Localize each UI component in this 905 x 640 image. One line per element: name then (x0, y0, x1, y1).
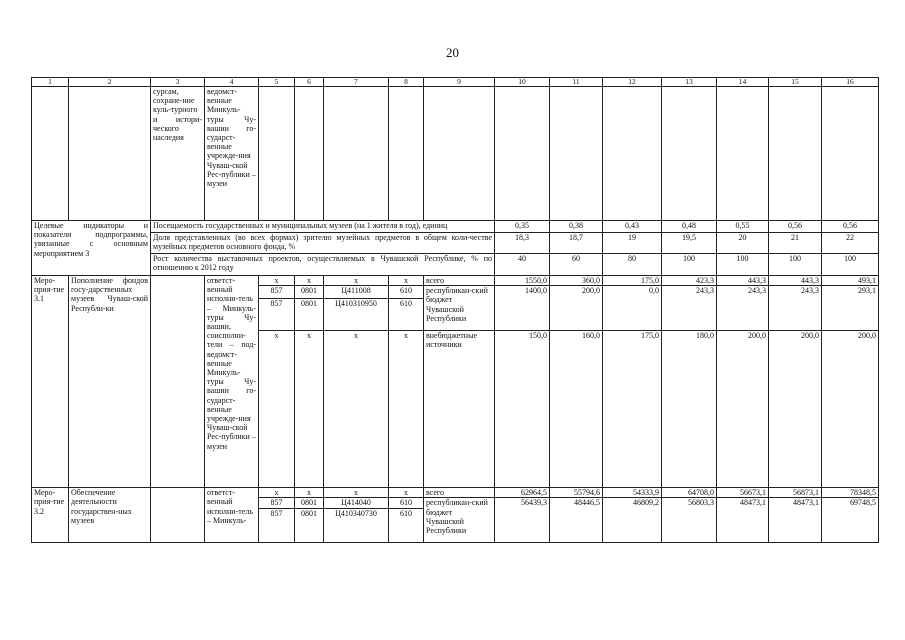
cell (550, 87, 603, 221)
event-title: Пополнение фондов госу-дарственных музеев Чуваш-ской Республи-ки (69, 276, 151, 488)
code-cell: х (389, 276, 424, 286)
indicator-value: 0,56 (822, 221, 879, 233)
code-cell: х (389, 331, 424, 488)
indicator-row (32, 233, 879, 254)
value-cell: 46809,2 (603, 498, 662, 542)
indicator-value: 80 (603, 254, 662, 276)
value-cell: 443,3 (769, 276, 822, 286)
value-cell: 0,0 (603, 286, 662, 331)
indicator-value: 0,48 (662, 221, 717, 233)
cell (259, 87, 295, 221)
value-cell: 200,0 (717, 331, 769, 488)
code-cell: 610 (389, 508, 424, 542)
indicator-value: 18,3 (495, 233, 550, 254)
indicator-value: 60 (550, 254, 603, 276)
value-cell: 200,0 (550, 286, 603, 331)
value-cell: 56439,3 (495, 498, 550, 542)
source-cell: республикан-ский бюджет Чувашской Республики (424, 286, 495, 331)
code-cell: Ц414040 (324, 498, 389, 508)
event-executor: ответст-венный исполни-тель – Минкуль-туры Чу-вашии, соисполни-тели – под-ведомст-венные Минкуль-туры Чу-вашии го-сударст-венные учрежде-ния Чуваш-ской Рес-публики – музеи (205, 276, 259, 488)
value-cell: 423,3 (662, 276, 717, 286)
value-cell: 160,0 (550, 331, 603, 488)
indicator-value: 0,56 (769, 221, 822, 233)
value-cell: 48473,1 (769, 498, 822, 542)
cell (769, 87, 822, 221)
value-cell: 175,0 (603, 276, 662, 286)
header-cell: 11 (550, 78, 603, 87)
header-cell: 3 (151, 78, 205, 87)
source-cell: республикан-ский бюджет Чувашской Республики (424, 498, 495, 542)
cell (822, 87, 879, 221)
indicator-text: Доля представленных (во всех формах) зрителю музейных предметов в общем коли-честве музейных предметов основного фонда, % (151, 233, 495, 254)
value-cell: 56803,3 (662, 498, 717, 542)
header-cell: 8 (389, 78, 424, 87)
header-cell: 5 (259, 78, 295, 87)
code-cell: х (324, 276, 389, 286)
indicator-text: Рост количества выставочных проектов, осуществляемых в Чувашской Республике, % по отношению к 2012 году (151, 254, 495, 276)
event-title: Обеспечение деятельности государствен-ных музеев (69, 488, 151, 542)
code-cell: 857 (259, 286, 295, 299)
value-cell: 1550,0 (495, 276, 550, 286)
value-cell: 443,3 (717, 276, 769, 286)
indicator-value: 100 (662, 254, 717, 276)
continuation-executor: ведомст-венные Минкуль-туры Чу-вашии го-сударст-венные учрежде-ния Чуваш-ской Рес-публики – музеи (205, 87, 259, 221)
header-cell: 7 (324, 78, 389, 87)
event-row (32, 488, 879, 498)
code-cell: 610 (389, 498, 424, 508)
value-cell: 150,0 (495, 331, 550, 488)
value-cell: 243,3 (662, 286, 717, 331)
indicator-value: 100 (717, 254, 769, 276)
cell (603, 87, 662, 221)
source-cell: внебюджетные источники (424, 331, 495, 488)
code-cell: х (389, 488, 424, 498)
value-cell: 64708,0 (662, 488, 717, 498)
cell (295, 87, 324, 221)
code-cell: х (295, 488, 324, 498)
value-cell: 243,3 (769, 286, 822, 331)
indicator-value: 40 (495, 254, 550, 276)
code-cell: х (259, 488, 295, 498)
indicators-label: Целевые индикаторы и показатели подпрограммы, увязанные с основным мероприятием 3 (32, 221, 151, 276)
code-cell: 610 (389, 299, 424, 331)
indicator-row (32, 221, 879, 233)
cell (662, 87, 717, 221)
value-cell: 48446,5 (550, 498, 603, 542)
indicator-value: 100 (769, 254, 822, 276)
event-label: Меро-прия-тие 3.1 (32, 276, 69, 488)
header-cell: 10 (495, 78, 550, 87)
indicator-text: Посещаемость государственных и муниципальных музеев (на 1 жителя в год), единиц (151, 221, 495, 233)
event-label: Меро-прия-тие 3.2 (32, 488, 69, 542)
value-cell: 175,0 (603, 331, 662, 488)
code-cell: х (259, 331, 295, 488)
value-cell: 1400,0 (495, 286, 550, 331)
cell (151, 488, 205, 542)
code-cell: х (324, 488, 389, 498)
value-cell: 56673,1 (717, 488, 769, 498)
cell (717, 87, 769, 221)
code-cell: х (259, 276, 295, 286)
indicator-value: 100 (822, 254, 879, 276)
value-cell: 56873,1 (769, 488, 822, 498)
cell (495, 87, 550, 221)
indicator-value: 22 (822, 233, 879, 254)
code-cell: х (324, 331, 389, 488)
header-cell: 4 (205, 78, 259, 87)
cell (32, 87, 69, 221)
value-cell: 293,1 (822, 286, 879, 331)
header-cell: 16 (822, 78, 879, 87)
cell (324, 87, 389, 221)
value-cell: 54333,9 (603, 488, 662, 498)
header-row (32, 78, 879, 87)
code-cell: х (295, 331, 324, 488)
value-cell: 180,0 (662, 331, 717, 488)
code-cell: Ц411008 (324, 286, 389, 299)
indicator-value: 0,43 (603, 221, 662, 233)
code-cell: 0801 (295, 508, 324, 542)
value-cell: 243,3 (717, 286, 769, 331)
indicator-value: 19 (603, 233, 662, 254)
cell (424, 87, 495, 221)
value-cell: 55794,6 (550, 488, 603, 498)
header-cell: 1 (32, 78, 69, 87)
event-row (32, 276, 879, 286)
value-cell: 493,1 (822, 276, 879, 286)
continuation-row (32, 87, 879, 221)
indicator-row (32, 254, 879, 276)
code-cell: 610 (389, 286, 424, 299)
indicator-value: 0,55 (717, 221, 769, 233)
cell (151, 276, 205, 488)
program-table (31, 77, 879, 543)
value-cell: 200,0 (822, 331, 879, 488)
header-cell: 14 (717, 78, 769, 87)
code-cell: 0801 (295, 498, 324, 508)
value-cell: 78348,5 (822, 488, 879, 498)
code-cell: 857 (259, 299, 295, 331)
indicator-value: 19,5 (662, 233, 717, 254)
cell (69, 87, 151, 221)
indicator-value: 21 (769, 233, 822, 254)
header-cell: 15 (769, 78, 822, 87)
header-cell: 2 (69, 78, 151, 87)
header-cell: 13 (662, 78, 717, 87)
code-cell: Ц410340730 (324, 508, 389, 542)
code-cell: х (295, 276, 324, 286)
code-cell: 857 (259, 498, 295, 508)
source-cell: всего (424, 276, 495, 286)
code-cell: 857 (259, 508, 295, 542)
value-cell: 62964,5 (495, 488, 550, 498)
header-cell: 6 (295, 78, 324, 87)
value-cell: 69748,5 (822, 498, 879, 542)
continuation-resources: сурсам, сохране-ние куль-турного и истори-ческого наследия (151, 87, 205, 221)
value-cell: 360,0 (550, 276, 603, 286)
source-cell: всего (424, 488, 495, 498)
indicator-value: 0,38 (550, 221, 603, 233)
header-cell: 12 (603, 78, 662, 87)
event-executor: ответст-венный исполни-тель – Минкуль- (205, 488, 259, 542)
header-cell: 9 (424, 78, 495, 87)
indicator-value: 20 (717, 233, 769, 254)
value-cell: 200,0 (769, 331, 822, 488)
code-cell: Ц410310950 (324, 299, 389, 331)
value-cell: 48473,1 (717, 498, 769, 542)
cell (389, 87, 424, 221)
indicator-value: 18,7 (550, 233, 603, 254)
indicator-value: 0,35 (495, 221, 550, 233)
page-number: 20 (446, 45, 459, 60)
code-cell: 0801 (295, 299, 324, 331)
code-cell: 0801 (295, 286, 324, 299)
